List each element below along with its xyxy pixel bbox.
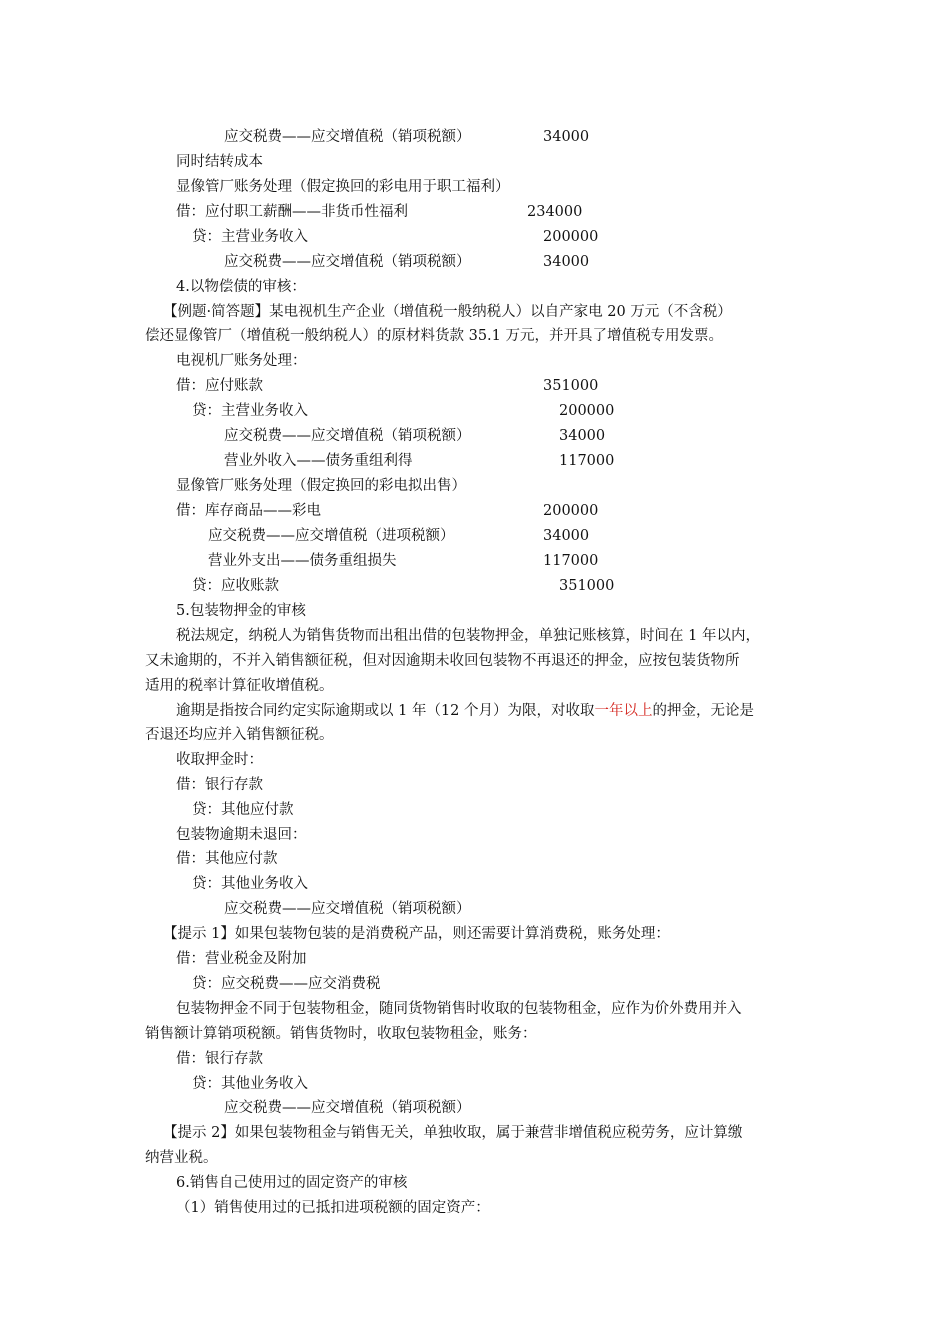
- amount: 34000: [543, 129, 590, 145]
- text-line: 贷：主营业务收入: [192, 229, 308, 245]
- tip-line: 【提示 2】如果包装物租金与销售无关，单独收取，属于兼营非增值税应税劳务，应计算缴: [163, 1125, 743, 1141]
- section-heading: 6.销售自己使用过的固定资产的审核: [176, 1175, 408, 1191]
- text-line: [176, 701, 754, 721]
- text-line: 借：其他应付款: [176, 851, 278, 867]
- text-line: 显像管厂账务处理（假定换回的彩电用于职工福利）: [176, 179, 510, 195]
- text-line: 适用的税率计算征收增值税。: [145, 678, 334, 694]
- text-line: 显像管厂账务处理（假定换回的彩电拟出售）: [176, 478, 466, 494]
- amount: 117000: [559, 453, 615, 469]
- text-line: 税法规定，纳税人为销售货物而出租出借的包装物押金，单独记账核算，时间在 1 年以内，: [176, 628, 760, 644]
- text-line: 借：银行存款: [176, 1051, 263, 1067]
- text-line: 电视机厂账务处理：: [176, 353, 307, 369]
- text-line: 应交税费——应交增值税（销项税额）: [224, 901, 471, 917]
- text-line: 借：库存商品——彩电: [176, 503, 321, 519]
- amount: 117000: [543, 553, 599, 569]
- text-line: 贷：主营业务收入: [192, 403, 308, 419]
- text-segment: 逾期是指按合同约定实际逾期或以 1 年（12 个月）为限，对收取: [176, 703, 595, 719]
- text-line: 偿还显像管厂（增值税一般纳税人）的原材料货款 35.1 万元，并开具了增值税专用发票。: [145, 328, 723, 344]
- text-line: 应交税费——应交增值税（销项税额）: [224, 129, 471, 145]
- text-line: 又未逾期的，不并入销售额征税，但对因逾期未收回包装物不再退还的押金，应按包装货物所: [145, 653, 740, 669]
- text-line: （1）销售使用过的已抵扣进项税额的固定资产：: [176, 1200, 490, 1216]
- text-line: 贷：其他应付款: [192, 802, 294, 818]
- amount: 34000: [559, 428, 606, 444]
- text-line: 借：应付职工薪酬——非货币性福利: [176, 204, 408, 220]
- section-heading: 4.以物偿债的审核：: [176, 279, 306, 295]
- highlighted-text: 一年以上: [594, 703, 653, 719]
- text-line: 销售额计算销项税额。销售货物时，收取包装物租金，账务：: [145, 1026, 537, 1042]
- tip-line: 【提示 1】如果包装物包装的是消费税产品，则还需要计算消费税，账务处理：: [163, 926, 670, 942]
- text-line: 包装物逾期未退回：: [176, 827, 307, 843]
- amount: 34000: [543, 528, 590, 544]
- text-line: 收取押金时：: [176, 752, 263, 768]
- text-line: 【例题·简答题】某电视机生产企业（增值税一般纳税人）以自产家电 20 万元（不含税）: [163, 304, 732, 320]
- text-line: 贷：应收账款: [192, 578, 279, 594]
- amount: 200000: [543, 229, 599, 245]
- text-line: 应交税费——应交增值税（销项税额）: [224, 428, 471, 444]
- amount: 200000: [559, 403, 615, 419]
- section-heading: 5.包装物押金的审核: [176, 603, 306, 619]
- text-segment: 的押金，无论是: [652, 703, 755, 719]
- amount: 34000: [543, 254, 590, 270]
- amount: 351000: [559, 578, 615, 594]
- text-line: 贷：其他业务收入: [192, 876, 308, 892]
- text-line: 纳营业税。: [145, 1150, 218, 1166]
- text-line: 同时结转成本: [176, 154, 263, 170]
- text-line: 包装物押金不同于包装物租金，随同货物销售时收取的包装物租金，应作为价外费用并入: [176, 1001, 742, 1017]
- text-line: 否退还均应并入销售额征税。: [145, 727, 334, 743]
- amount: 351000: [543, 378, 599, 394]
- text-line: 借：应付账款: [176, 378, 263, 394]
- amount: 234000: [527, 204, 583, 220]
- text-line: 借：营业税金及附加: [176, 951, 307, 967]
- text-line: 贷：其他业务收入: [192, 1076, 308, 1092]
- text-line: 应交税费——应交增值税（进项税额）: [208, 528, 455, 544]
- text-line: 营业外收入——债务重组利得: [224, 453, 413, 469]
- text-line: 应交税费——应交增值税（销项税额）: [224, 1100, 471, 1116]
- amount: 200000: [543, 503, 599, 519]
- text-line: 应交税费——应交增值税（销项税额）: [224, 254, 471, 270]
- text-line: 贷：应交税费——应交消费税: [192, 976, 381, 992]
- text-line: 借：银行存款: [176, 777, 263, 793]
- text-line: 营业外支出——债务重组损失: [208, 553, 397, 569]
